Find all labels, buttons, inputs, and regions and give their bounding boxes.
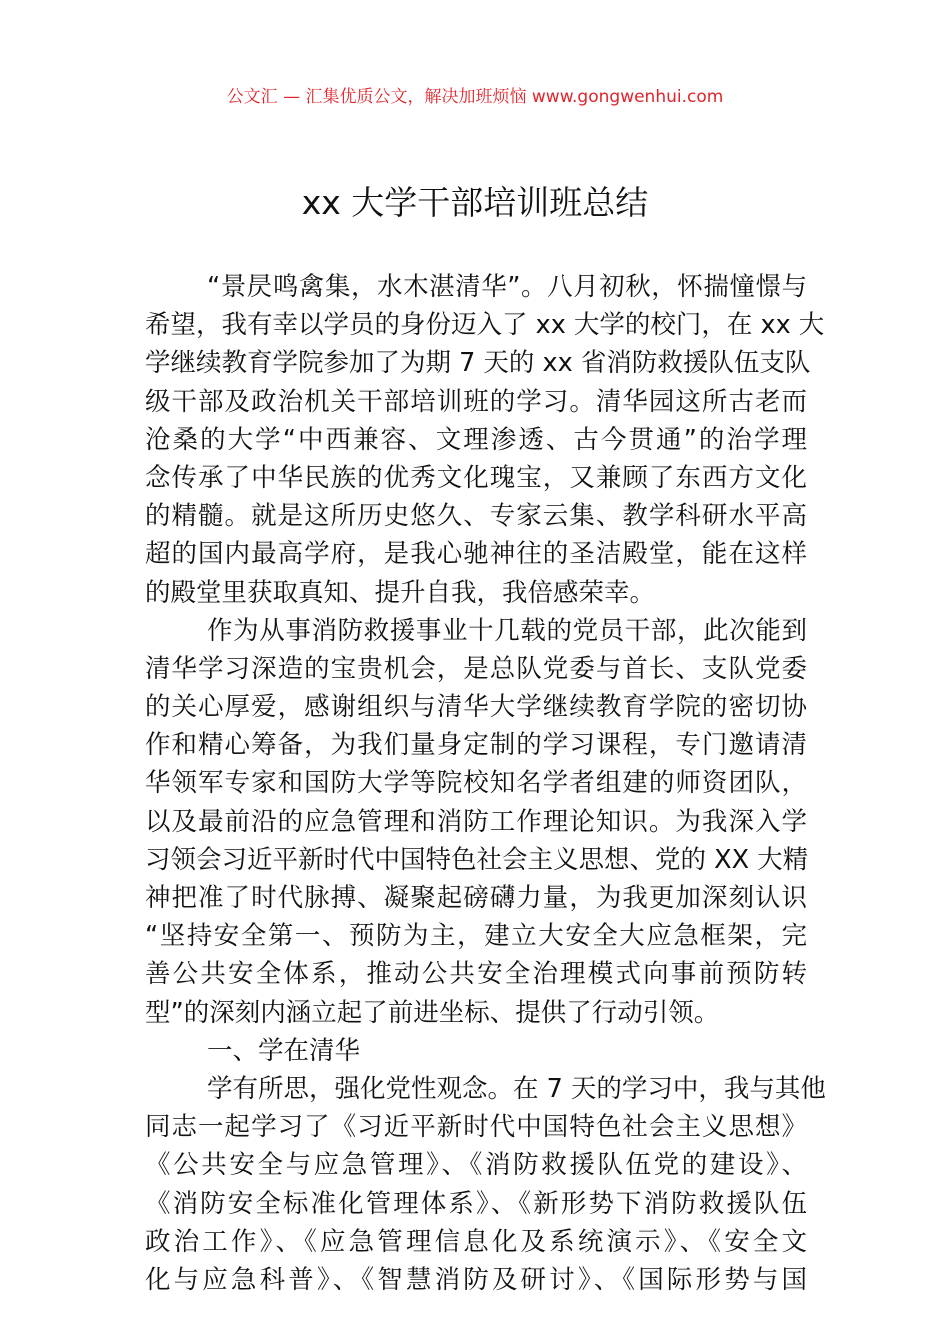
body-text-line: 学继续教育学院参加了为期 7 天的 xx 省消防救援队伍支队 [145,348,811,379]
body-text-line: 沧桑的大学“中西兼容、文理渗透、古今贯通”的治学理 [145,424,807,455]
body-text-line: 的殿堂里获取真知、提升自我，我倍感荣幸。 [145,577,656,608]
body-text-line: 《公共安全与应急管理》、《消防救援队伍党的建设》、 [145,1150,807,1181]
body-text-line: 学有所思，强化党性观念。在 7 天的学习中，我与其他 [207,1073,826,1104]
body-text-line: 作为从事消防救援事业十几载的党员干部，此次能到 [207,615,807,646]
body-text-line: 的精髓。就是这所历史悠久、专家云集、教学科研水平高 [145,501,807,532]
body-text-line: 希望，我有幸以学员的身份迈入了 xx 大学的校门，在 xx 大 [145,310,825,341]
body-text-line: 型”的深刻内涵立起了前进坐标、提供了行动引领。 [145,997,720,1028]
body-text-line: 善公共安全体系，推动公共安全治理模式向事前预防转 [145,959,807,990]
body-text-line: 作和精心筹备，为我们量身定制的学习课程，专门邀请清 [145,730,807,761]
document-title: xx 大学干部培训班总结 [301,183,649,222]
body-text-line: 超的国内最高学府，是我心驰神往的圣洁殿堂，能在这样 [145,539,807,570]
body-text-line: 习领会习近平新时代中国特色社会主义思想、党的 XX 大精 [145,844,809,875]
body-text-line: 神把准了时代脉搏、凝聚起磅礴力量，为我更加深刻认识 [145,883,807,913]
body-text-line: 以及最前沿的应急管理和消防工作理论知识。为我深入学 [145,806,807,837]
body-text-line: “景昃鸣禽集，水木湛清华”。八月初秋，怀揣憧憬与 [207,272,807,302]
body-text-line: 化与应急科普》、《智慧消防及研讨》、《国际形势与国 [145,1264,807,1295]
body-text-line: 清华学习深造的宝贵机会，是总队党委与首长、支队党委 [145,653,807,684]
site-watermark-header: 公文汇 — 汇集优质公文，解决加班烦恼 www.gongwenhui.com [226,87,724,107]
body-text-line: 级干部及政治机关干部培训班的学习。清华园这所古老而 [145,386,807,417]
body-text-line: 一、学在清华 [207,1035,361,1066]
document-body [145,268,826,1299]
body-text-line: 念传承了中华民族的优秀文化瑰宝，又兼顾了东西方文化 [145,462,807,493]
body-text-line: 同志一起学习了《习近平新时代中国特色社会主义思想》 [145,1112,807,1143]
body-text-line: 华领军专家和国防大学等院校知名学者组建的师资团队， [145,768,807,799]
body-text-line: 《消防安全标准化管理体系》、《新形势下消防救援队伍 [145,1188,807,1219]
body-text-line: “坚持安全第一、预防为主，建立大安全大应急框架，完 [145,921,807,952]
body-text-line: 政治工作》、《应急管理信息化及系统演示》、《安全文 [145,1226,807,1257]
body-text-line: 的关心厚爱，感谢组织与清华大学继续教育学院的密切协 [145,692,807,723]
